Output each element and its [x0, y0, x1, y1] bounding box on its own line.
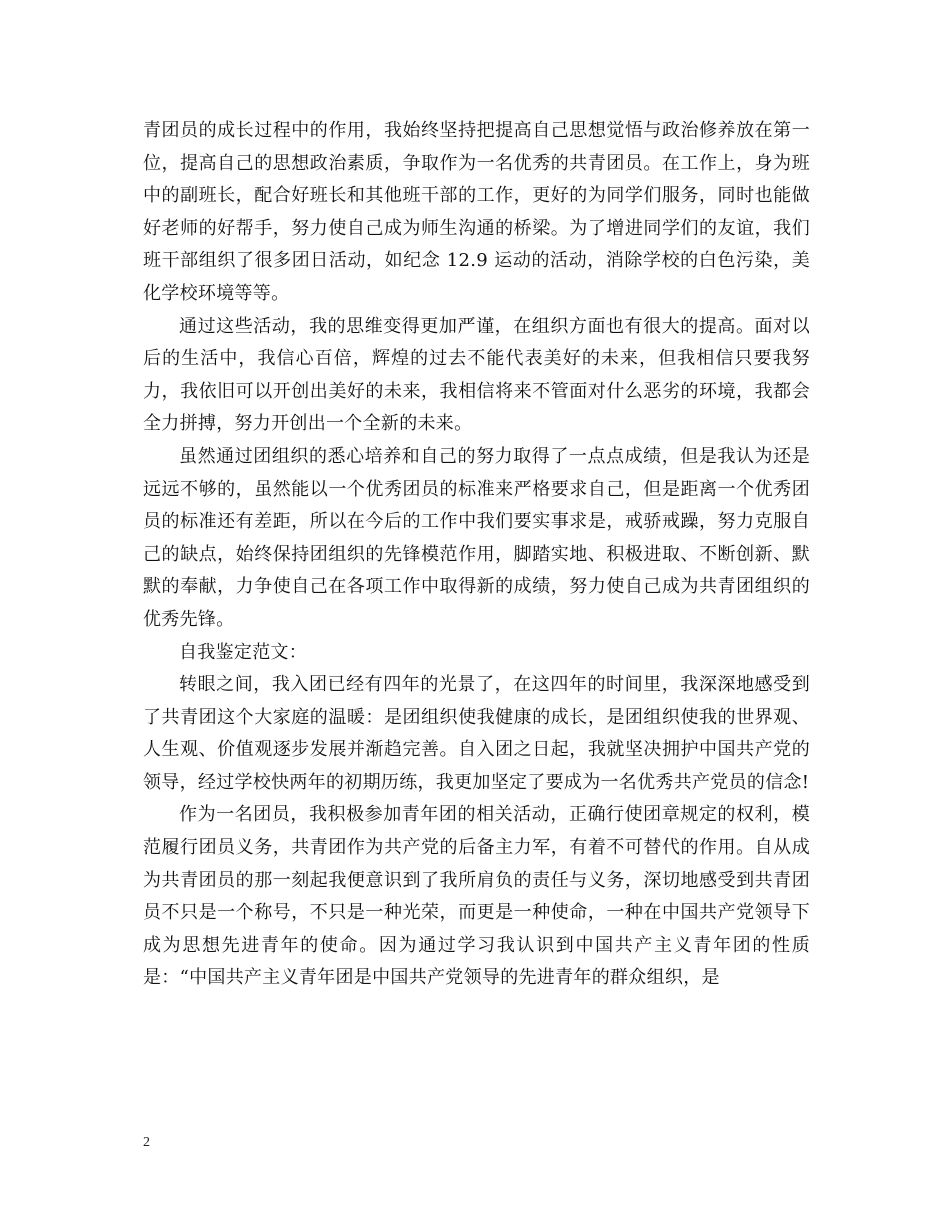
paragraph-5: 转眼之间，我入团已经有四年的光景了，在这四年的时间里，我深深地感受到了共青团这个大家庭的温暖：是团组织使我健康的成长，是团组织使我的世界观、人生观、价值观逐步发展并渐趋完善。自入团之日起，我就坚决拥护中国共产党的领导，经过学校快两年的初期历练，我更加坚定了要成为一名优秀共产党员的信念! — [143, 674, 810, 793]
paragraph-6: 作为一名团员，我积极参加青年团的相关活动，正确行使团章规定的权利，模范履行团员义务，共青团作为共产党的后备主力军，有着不可替代的作用。自从成为共青团员的那一刻起我便意识到了我所肩负的责任与义务，深切地感受到共青团员不只是一个称号，不只是一种光荣，而更是一种使命，一种在中国共产党领导下成为思想先进青年的使命。因为通过学习我认识到中国共产主义青年团的性质是：“中国共产主义青年团是中国共产党领导的先进青年的群众组织，是 — [143, 804, 810, 989]
paragraph-3: 虽然通过团组织的悉心培养和自己的努力取得了一点点成绩，但是我认为还是远远不够的，虽然能以一个优秀团员的标准来严格要求自己，但是距离一个优秀团员的标准还有差距，所以在今后的工作中我们要实事求是，戒骄戒躁，努力克服自己的缺点，始终保持团组织的先锋模范作用，脚踏实地、积极进取、不断创新、默默的奉献，力争使自己在各项工作中取得新的成绩，努力使自己成为共青团组织的优秀先锋。 — [143, 445, 810, 630]
page-number: 2 — [143, 1135, 150, 1150]
body-text — [143, 115, 810, 995]
section-heading: 自我鉴定范文： — [179, 641, 308, 663]
paragraph-1: 青团员的成长过程中的作用，我始终坚持把提高自己思想觉悟与政治修养放在第一位，提高自己的思想政治素质，争取作为一名优秀的共青团员。在工作上，身为班中的副班长，配合好班长和其他班干部的工作，更好的为同学们服务，同时也能做好老师的好帮手，努力使自己成为师生沟通的桥梁。为了增进同学们的友谊，我们班干部组织了很多团日活动，如纪念 12.9 运动的活动，消除学校的白色污染，美化学校环境等等。 — [143, 120, 810, 304]
paragraph-2: 通过这些活动，我的思维变得更加严谨，在组织方面也有很大的提高。面对以后的生活中，我信心百倍，辉煌的过去不能代表美好的未来，但我相信只要我努力，我依旧可以开创出美好的未来，我相信将来不管面对什么恶劣的环境，我都会全力拼搏，努力开创出一个全新的未来。 — [143, 315, 810, 435]
